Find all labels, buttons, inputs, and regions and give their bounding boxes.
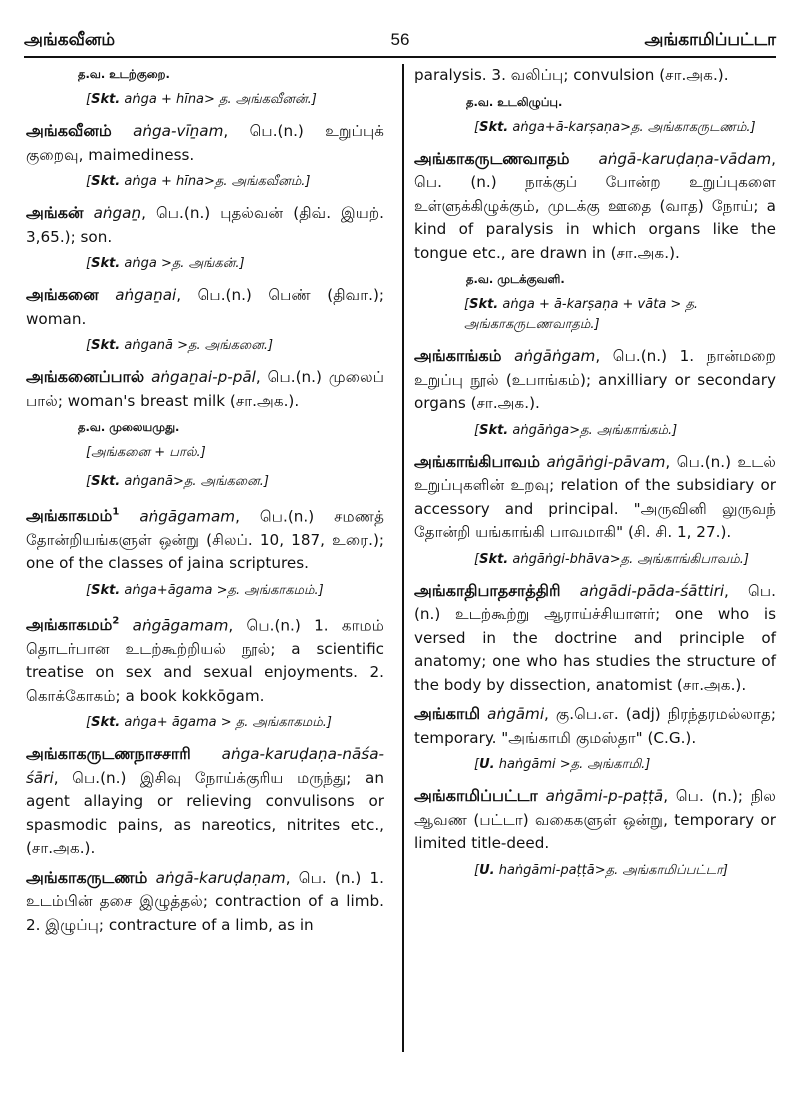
- definition: , பெ.(n.) சமணத் தோன்றியங்களுள் ஒன்று (சிலப். 10, 187, உரை.); one of the classes of jaina scriptures.: [26, 507, 384, 573]
- etymology: [Skt. aṅga+āgama >த. அங்காகமம்.]: [86, 582, 324, 598]
- headword: அங்காமிப்பட்டா: [414, 786, 538, 805]
- definition: , பெ. (n.) நாக்குப் போன்ற உறுப்புகளை உள்ளுக்கிழுக்கும், முடக்கு ஊதை (வாத) நோய்; a kind of paralysis in which organs like the tongue etc., are drawn in (சா.அக.).: [414, 149, 776, 262]
- equivalent-note: த.வ. முடக்குவளி.: [466, 272, 565, 286]
- dictionary-entry: [414, 784, 776, 856]
- definition: , பெ.(n.) 1. காமம் தொடர்பான உடற்கூற்றியல் நூல்; a scientific treatise on sex and sexual enjoyments. 2. கொக்கோகம்; a book kokkōgam.: [26, 616, 384, 705]
- dictionary-entry: [414, 579, 776, 698]
- transliteration: aṅgaṉai-p-pāl: [151, 368, 256, 386]
- etymology: [Skt. aṅganā >த. அங்கனை.]: [86, 338, 274, 353]
- headword: அங்காங்கிபாவம்: [414, 451, 540, 471]
- transliteration: aṅgāmi-p-paṭṭā: [545, 787, 664, 805]
- headword: அங்கனைப்பால்: [26, 367, 145, 386]
- etymology: [Skt. aṅga+ā-karṣaṇa>த. அங்காகருடணம்.]: [474, 119, 756, 135]
- etymology: [Skt. aṅga + hīna>த. அங்கவீனம்.]: [86, 174, 311, 189]
- dictionary-entry: [26, 201, 384, 249]
- etymology-source: Skt.: [91, 174, 121, 189]
- etymology-source: Skt.: [479, 422, 509, 438]
- etymology-source: Skt.: [469, 297, 499, 312]
- definition: , பெ.(n.) 1. நான்மறை உறுப்பு நூல் (உபாங்கம்); anxilliary or secondary organs (சா.அக.).: [414, 347, 776, 412]
- etymology: [Skt. aṅga + hīna> த. அங்கவீனன்.]: [86, 92, 317, 107]
- headword: அங்காகருடணம்: [26, 867, 148, 887]
- definition: , பெ.(n.) உடல் உறுப்புகளின் உறவு; relation of the subsidiary or accessory and principal. "அருவினி லுருவந் தோன்றி யங்காங்கி பாவமாகி" (சி. சி. 1, 27.).: [414, 452, 776, 541]
- transliteration: aṅgāgamam: [132, 616, 229, 635]
- dictionary-entry: [26, 501, 384, 576]
- definition: , கு.பெ.எ. (adj) நிரந்தரமல்லாத; temporary. "அங்காமி குமஸ்தா" (C.G.).: [414, 705, 777, 747]
- column-divider: [402, 64, 404, 1052]
- headword: அங்காகருடணவாதம்: [414, 148, 570, 168]
- etymology: [U. haṅgāmi-paṭṭā>த. அங்காமிப்பட்டா]: [474, 862, 728, 878]
- etymology-source: Skt.: [91, 715, 121, 731]
- definition: , பெ. (n.); நில ஆவண (பட்டா) வகைகளுள் ஒன்று, temporary or limited title-deed.: [414, 787, 776, 852]
- equivalent-note: த.வ. முலையமுது.: [78, 420, 180, 434]
- definition: , பெ.(n.) இசிவு நோய்க்குரிய மருந்து; an agent allaying or relieving convulisons or spasmodic pains, as nareotics, nitrites etc., (சா.அக.).: [26, 768, 384, 858]
- etymology-source: Skt.: [479, 551, 509, 567]
- transliteration: aṅgāgamam: [139, 507, 236, 526]
- equivalent-note: த.வ. உடலிழுப்பு.: [466, 94, 563, 109]
- etymology-source: U.: [479, 757, 495, 772]
- entry-continuation: paralysis. 3. வலிப்பு; convulsion (சா.அக.).: [414, 66, 729, 84]
- etymology: [Skt. aṅgāṅga>த. அங்காங்கம்.]: [474, 422, 678, 438]
- transliteration: aṅgā-karuḍaṇam: [155, 868, 286, 887]
- dictionary-entry: [414, 147, 776, 266]
- etymology-source: Skt.: [91, 338, 121, 353]
- transliteration: aṅgaṉ: [93, 204, 142, 222]
- headword: அங்காமி: [414, 704, 481, 723]
- header-right-guideword: அங்காமிப்பட்டா: [644, 30, 776, 50]
- dictionary-entry: [26, 742, 384, 861]
- etymology-source: Skt.: [91, 256, 121, 271]
- transliteration: aṅgādi-pāda-śāttiri: [579, 581, 725, 600]
- etymology-source: U.: [479, 862, 495, 878]
- right-column: [414, 64, 776, 890]
- headword: அங்காகமம்$^1$: [26, 506, 120, 526]
- definition: , பெ.(n.) உறுப்புக் குறைவு, maimediness.: [26, 122, 385, 164]
- transliteration: aṅgāṅgam: [514, 347, 596, 365]
- transliteration: aṅga-karuḍaṇa-nāśa-śāri: [26, 745, 384, 787]
- definition: , பெ.(n.) பெண் (திவா.); woman.: [26, 286, 384, 328]
- equivalent-note: த.வ. உடற்குறை.: [78, 67, 170, 81]
- dictionary-entry: [414, 702, 776, 750]
- dictionary-entry: [26, 866, 384, 938]
- etymology: [U. haṅgāmi >த. அங்காமி.]: [474, 757, 651, 772]
- transliteration: aṅgāṅgi-pāvam: [546, 452, 666, 471]
- left-column: [26, 64, 384, 942]
- homonym-number: 2: [112, 615, 120, 627]
- headword: அங்காகமம்$^2$: [26, 615, 120, 635]
- definition: , பெ.(n.) முலைப் பால்; woman's breast milk (சா.அக.).: [26, 368, 384, 410]
- transliteration: aṅgaṉai: [115, 286, 177, 304]
- headword: அங்கவீனம்: [26, 121, 112, 140]
- etymology-source: Skt.: [479, 119, 509, 135]
- etymology-source: Skt.: [91, 92, 121, 107]
- homonym-number: 1: [112, 507, 120, 518]
- page-number: 56: [390, 30, 410, 49]
- transliteration: aṅgāmi: [487, 705, 545, 723]
- transliteration: aṅgā-karuḍaṇa-vādam: [598, 149, 772, 168]
- etymology: [Skt. aṅgāṅgi-bhāva>த. அங்காங்கிபாவம்.]: [474, 551, 749, 567]
- definition: , பெ.(n.) புதல்வன் (திவ். இயற். 3,65.); son.: [26, 204, 385, 246]
- page-header: [24, 30, 776, 58]
- dictionary-entry: [26, 119, 384, 167]
- dictionary-entry: [26, 365, 384, 413]
- headword: அங்கனை: [26, 285, 99, 304]
- dictionary-entry: [414, 450, 776, 545]
- etymology: [Skt. aṅga >த. அங்கன்.]: [86, 256, 245, 271]
- definition: , பெ. (n.) 1. உடம்பின் தசை இழுத்தல்; contraction of a limb. 2. இழுப்பு; contracture of a limb, as in: [26, 868, 384, 934]
- transliteration: aṅga-vīṉam: [133, 122, 224, 140]
- etymology-source: Skt.: [91, 582, 121, 598]
- dictionary-entry: [26, 610, 384, 708]
- etymology: [அங்கனை + பால்.]: [86, 445, 206, 460]
- headword: அங்காகருடணநாசசாரி: [26, 744, 191, 764]
- dictionary-entry: [414, 344, 776, 416]
- etymology: [Skt. aṅga+ āgama > த. அங்காகமம்.]: [86, 715, 332, 731]
- headword: அங்காங்கம்: [414, 346, 502, 365]
- headword: அங்காதிபாதசாத்திரி: [414, 580, 561, 600]
- header-left-guideword: அங்கவீனம்: [24, 30, 116, 50]
- etymology: [Skt. aṅga + ā-karṣaṇa + vāta > த. அங்காகருடணவாதம்.]: [464, 297, 699, 332]
- etymology: [Skt. aṅganā>த. அங்கனை.]: [86, 474, 269, 489]
- dictionary-entry: [26, 283, 384, 331]
- definition: , பெ. (n.) உடற்கூற்று ஆராய்ச்சியாளர்; one who is versed in the doctrine and principle of anatomy; one who has studies the structure of the body by dissection, anatomist (சா.அக.).: [414, 581, 776, 694]
- etymology-source: Skt.: [91, 474, 121, 489]
- headword: அங்கன்: [26, 203, 84, 222]
